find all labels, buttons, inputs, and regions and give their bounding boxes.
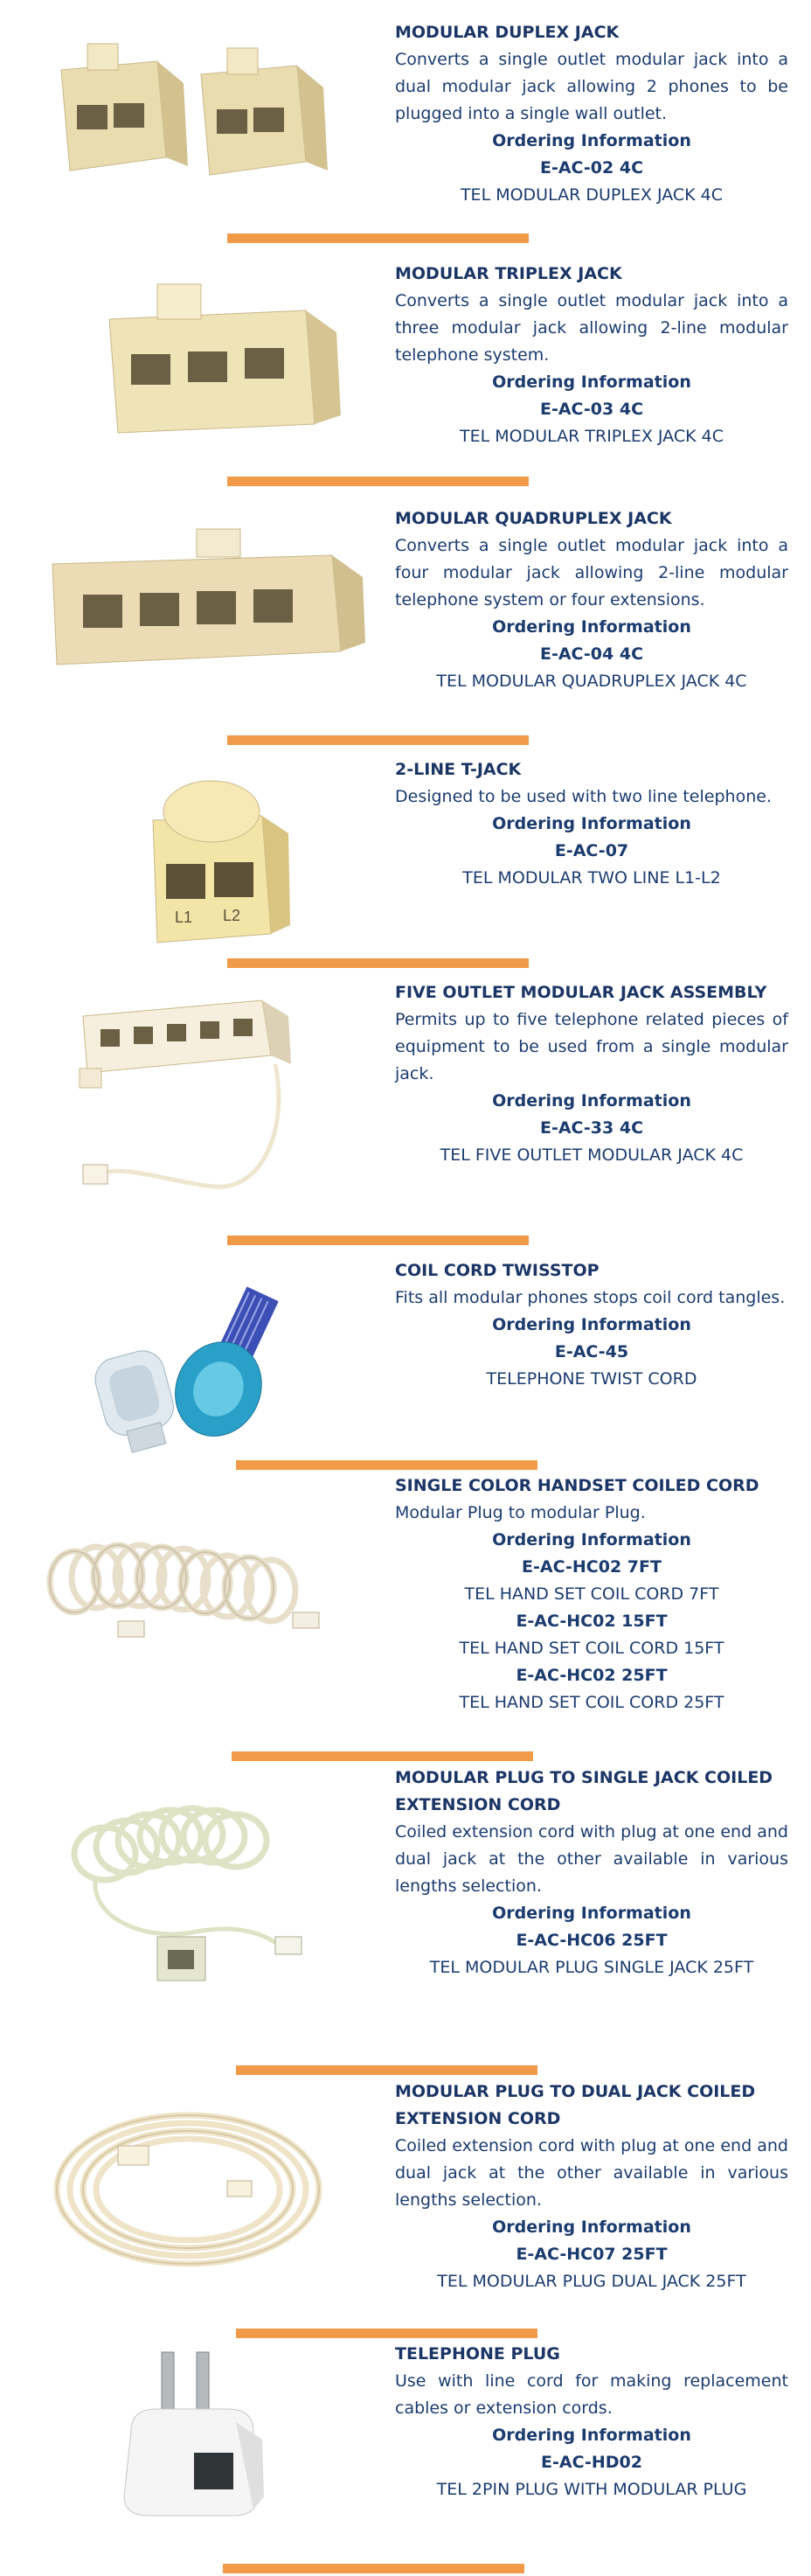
ordering-information-label: Ordering Information <box>492 131 691 150</box>
order-code: E-AC-03 4C <box>539 400 644 419</box>
product-title: MODULAR PLUG TO SINGLE JACK COILED EXTENSION CORD <box>395 1768 773 1814</box>
ordering-information-label: Ordering Information <box>492 814 691 833</box>
product-description: Modular Plug to modular Plug. <box>395 1503 646 1522</box>
section-divider <box>232 1751 533 1761</box>
product-description: Coiled extension cord with plug at one end and dual jack at the other available in various lengths selection. <box>395 1822 788 1896</box>
product-description: Coiled extension cord with plug at one end and dual jack at the other available in various lengths selection. <box>395 2136 788 2210</box>
order-name: TEL HAND SET COIL CORD 15FT <box>459 1639 724 1658</box>
section-divider <box>227 735 529 745</box>
quadruplex-jack-image <box>44 525 376 673</box>
l2-label: L2 <box>223 907 241 924</box>
section-divider <box>236 1460 537 1470</box>
order-code: E-AC-45 <box>554 1342 629 1361</box>
order-code: E-AC-04 4C <box>539 644 644 664</box>
ordering-information-label: Ordering Information <box>492 1091 691 1110</box>
order-code: E-AC-HC06 25FT <box>516 1931 668 1950</box>
section-divider <box>227 233 529 243</box>
order-name: TEL HAND SET COIL CORD 25FT <box>459 1693 724 1712</box>
ordering-information-label: Ordering Information <box>492 1904 691 1923</box>
single-jack-coiled-cord-image <box>61 1793 323 1994</box>
triplex-jack-image <box>96 271 358 437</box>
ordering-information-label: Ordering Information <box>492 2217 691 2237</box>
five-outlet-jack-image <box>74 990 302 1208</box>
order-name: TEL HAND SET COIL CORD 7FT <box>464 1584 719 1604</box>
order-code: E-AC-33 4C <box>539 1118 644 1138</box>
order-name: TEL FIVE OUTLET MODULAR JACK 4C <box>440 1145 744 1165</box>
order-code: E-AC-07 <box>554 841 629 860</box>
twisstop-image <box>83 1275 293 1467</box>
order-code: E-AC-HC07 25FT <box>516 2245 668 2264</box>
product-title: TELEPHONE PLUG <box>395 2344 560 2364</box>
order-name: TEL MODULAR QUADRUPLEX JACK 4C <box>436 672 747 691</box>
product-description: Converts a single outlet modular jack into a dual modular jack allowing 2 phones to be plugged into a single wall outlet. <box>395 50 788 123</box>
order-code: E-AC-HD02 <box>541 2453 642 2472</box>
section-divider <box>236 2329 537 2338</box>
section-divider <box>227 477 529 486</box>
duplex-jack-image <box>52 35 332 184</box>
product-title: MODULAR TRIPLEX JACK <box>395 264 622 283</box>
product-description: Permits up to five telephone related pieces of equipment to be used from a single modular jack. <box>395 1010 788 1083</box>
product-title: MODULAR PLUG TO DUAL JACK COILED EXTENSION CORD <box>395 2082 756 2128</box>
section-divider <box>227 1236 529 1245</box>
product-description: Converts a single outlet modular jack into a four modular jack allowing 2-line modular telephone system or four extensions. <box>395 536 788 609</box>
order-name: TEL MODULAR DUPLEX JACK 4C <box>460 185 724 205</box>
section-divider <box>236 2065 537 2075</box>
ordering-information-label: Ordering Information <box>492 372 691 392</box>
order-name: TEL MODULAR TRIPLEX JACK 4C <box>460 427 724 446</box>
section-divider <box>223 2564 524 2573</box>
product-title: SINGLE COLOR HANDSET COILED CORD <box>395 1476 759 1495</box>
section-divider <box>227 958 529 968</box>
product-title: 2-LINE T-JACK <box>395 760 522 779</box>
l1-label: L1 <box>175 909 193 926</box>
product-title: FIVE OUTLET MODULAR JACK ASSEMBLY <box>395 983 767 1002</box>
product-title: MODULAR DUPLEX JACK <box>395 23 620 42</box>
order-name: TEL 2PIN PLUG WITH MODULAR PLUG <box>436 2480 747 2499</box>
product-description: Use with line cord for making replacement cables or extension cords. <box>395 2371 788 2418</box>
order-code: E-AC-HC02 7FT <box>522 1557 662 1577</box>
telephone-plug-image <box>114 2348 271 2523</box>
t-jack-image <box>140 772 297 947</box>
ordering-information-label: Ordering Information <box>492 1315 691 1334</box>
product-description: Fits all modular phones stops coil cord tangles. <box>395 1288 786 1307</box>
ordering-information-label: Ordering Information <box>492 617 691 637</box>
handset-coiled-cord-image <box>39 1525 336 1656</box>
order-name: TEL MODULAR PLUG DUAL JACK 25FT <box>437 2272 746 2291</box>
product-title: COIL CORD TWISSTOP <box>395 1261 600 1280</box>
order-name: TELEPHONE TWIST CORD <box>486 1369 697 1389</box>
ordering-information-label: Ordering Information <box>492 2426 691 2445</box>
order-name: TEL MODULAR PLUG SINGLE JACK 25FT <box>429 1958 754 1977</box>
order-code: E-AC-HC02 25FT <box>516 1666 668 1685</box>
dual-jack-coiled-cord-image <box>48 2098 336 2290</box>
product-description: Converts a single outlet modular jack into a three modular jack allowing 2-line modular telephone system. <box>395 291 788 365</box>
order-code: E-AC-02 4C <box>539 158 644 178</box>
product-description: Designed to be used with two line telephone. <box>395 787 772 806</box>
order-code: E-AC-HC02 15FT <box>516 1612 668 1631</box>
order-name: TEL MODULAR TWO LINE L1-L2 <box>462 868 721 888</box>
ordering-information-label: Ordering Information <box>492 1530 691 1549</box>
product-title: MODULAR QUADRUPLEX JACK <box>395 509 672 528</box>
